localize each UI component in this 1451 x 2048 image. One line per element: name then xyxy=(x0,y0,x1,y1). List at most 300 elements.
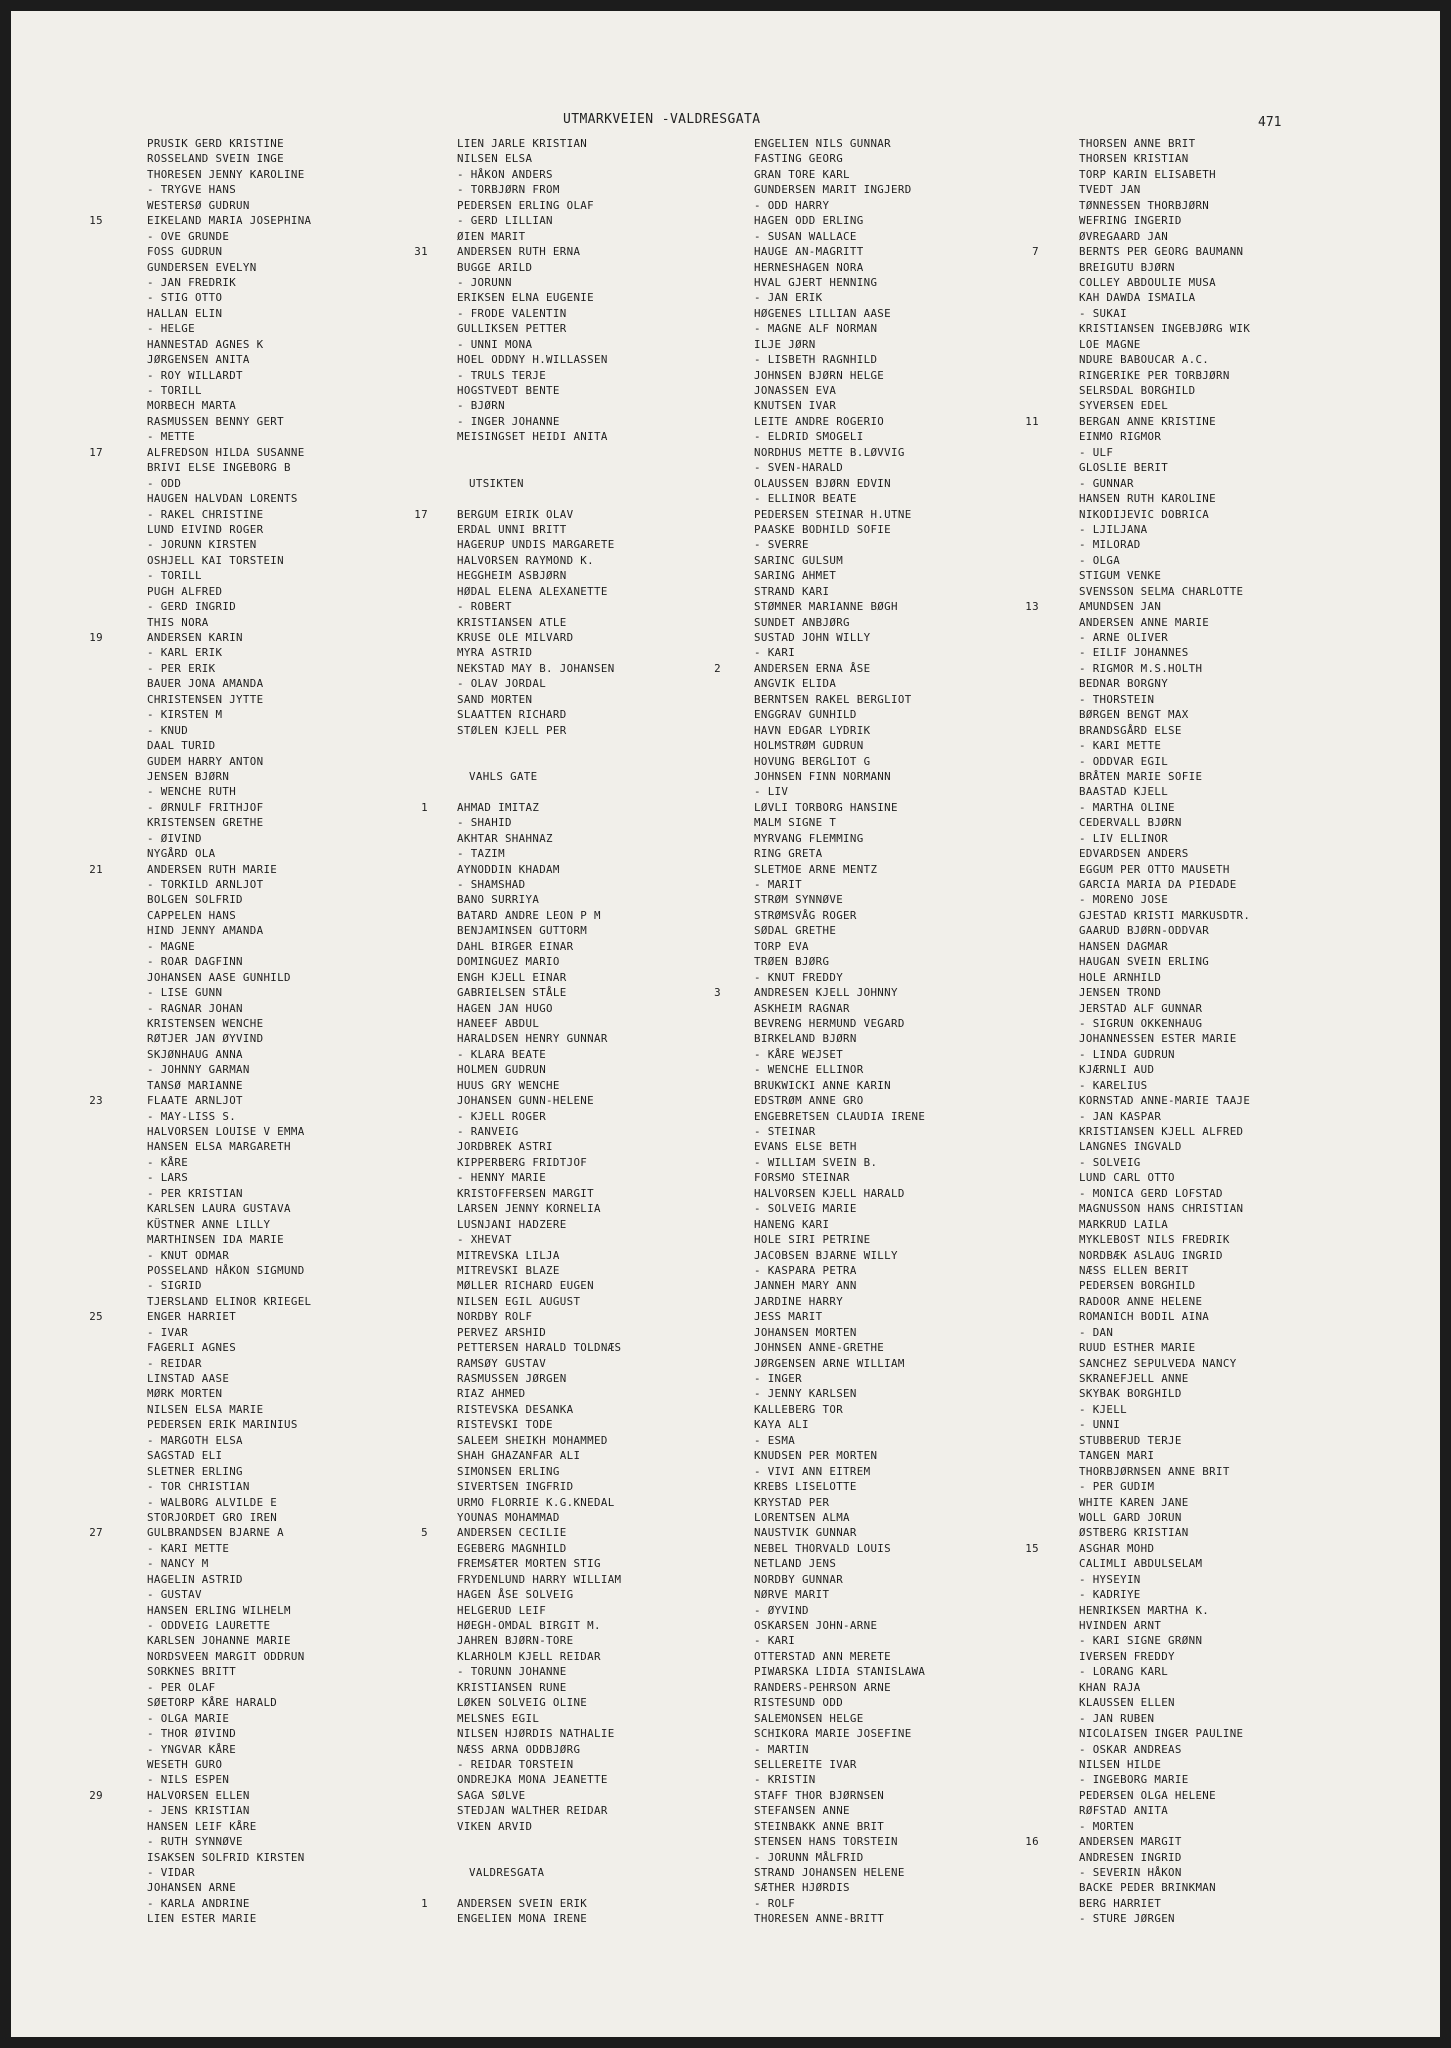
resident-entry xyxy=(707,985,1007,1000)
resident-name: HANSEN LEIF KÅRE xyxy=(147,1819,257,1833)
resident-name: GULBRANDSEN BJARNE A xyxy=(147,1526,285,1540)
resident-entry xyxy=(1021,1294,1321,1309)
resident-name: RØFSTAD ANITA xyxy=(1079,1804,1169,1818)
resident-entry xyxy=(402,306,702,321)
directory-column-1 xyxy=(69,136,369,1927)
resident-entry xyxy=(402,1896,702,1911)
resident-entry xyxy=(1021,1170,1321,1185)
resident-entry xyxy=(402,290,702,305)
resident-entry xyxy=(69,800,369,815)
resident-name: - JAN ERIK xyxy=(754,291,823,305)
resident-name: - GERD INGRID xyxy=(147,600,237,614)
resident-name: SÆTHER HJØRDIS xyxy=(754,1881,850,1895)
resident-entry xyxy=(1021,1495,1321,1510)
resident-name: SELRSDAL BORGHILD xyxy=(1079,384,1196,397)
resident-entry xyxy=(69,1309,369,1324)
resident-name: - JAN RUBEN xyxy=(1079,1711,1155,1725)
resident-entry xyxy=(1021,368,1321,383)
resident-name: KRISTIANSEN ATLE xyxy=(457,615,567,629)
resident-entry xyxy=(402,1417,702,1432)
house-number: 25 xyxy=(89,1310,103,1324)
resident-entry xyxy=(707,800,1007,815)
resident-name: - BJØRN xyxy=(457,399,505,413)
resident-entry xyxy=(1021,1603,1321,1618)
resident-entry xyxy=(1021,676,1321,691)
resident-entry xyxy=(1021,1248,1321,1263)
resident-entry xyxy=(69,1834,369,1849)
resident-entry xyxy=(1021,1278,1321,1293)
resident-entry xyxy=(402,522,702,537)
resident-entry xyxy=(69,707,369,722)
resident-name: BERNTSEN RAKEL BERGLIOT xyxy=(754,692,912,706)
resident-name: POSSELAND HÅKON SIGMUND xyxy=(147,1263,305,1277)
resident-entry xyxy=(402,229,702,244)
resident-name: SLAATTEN RICHARD xyxy=(457,708,567,722)
resident-entry xyxy=(707,1371,1007,1386)
resident-name: BENJAMINSEN GUTTORM xyxy=(457,924,588,938)
resident-entry xyxy=(69,198,369,213)
resident-entry xyxy=(402,1062,702,1077)
resident-entry xyxy=(707,1340,1007,1355)
resident-entry xyxy=(707,1263,1007,1278)
resident-name: BANO SURRIYA xyxy=(457,893,540,907)
resident-entry xyxy=(69,306,369,321)
resident-entry xyxy=(707,1587,1007,1602)
resident-name: - MORTEN xyxy=(1079,1819,1134,1833)
resident-name: GARCIA MARIA DA PIEDADE xyxy=(1079,878,1237,891)
resident-entry xyxy=(402,1649,702,1664)
resident-name: LØKEN SOLVEIG OLINE xyxy=(457,1696,588,1710)
resident-entry xyxy=(707,1155,1007,1170)
resident-name: - SEVERIN HÅKON xyxy=(1079,1866,1182,1879)
resident-entry xyxy=(1021,800,1321,815)
resident-name: - SIGRUN OKKENHAUG xyxy=(1079,1016,1203,1030)
resident-name: HANSEN DAGMAR xyxy=(1079,939,1169,953)
resident-entry xyxy=(402,1819,702,1834)
resident-entry xyxy=(1021,985,1321,1000)
resident-name: WESTERSØ GUDRUN xyxy=(147,198,250,212)
resident-entry xyxy=(402,1742,702,1757)
resident-entry xyxy=(1021,1232,1321,1247)
resident-name: - XHEVAT xyxy=(457,1233,512,1247)
resident-name: DOMINGUEZ MARIO xyxy=(457,955,560,969)
resident-entry xyxy=(1021,815,1321,830)
resident-name: NØRVE MARIT xyxy=(754,1588,830,1602)
resident-entry xyxy=(1021,1001,1321,1016)
resident-name: HOLE ARNHILD xyxy=(1079,970,1162,984)
resident-name: SIMONSEN ERLING xyxy=(457,1464,560,1478)
resident-name: - GERD LILLIAN xyxy=(457,214,553,228)
resident-name: HØDAL ELENA ALEXANETTE xyxy=(457,584,608,598)
resident-entry xyxy=(69,1278,369,1293)
street-name: VAHLS GATE xyxy=(469,769,538,783)
resident-name: MYRVANG FLEMMING xyxy=(754,831,864,845)
resident-name: EGEBERG MAGNHILD xyxy=(457,1541,567,1555)
resident-entry xyxy=(707,1742,1007,1757)
resident-entry xyxy=(707,738,1007,753)
resident-entry xyxy=(707,1248,1007,1263)
resident-entry xyxy=(69,908,369,923)
resident-entry xyxy=(402,1711,702,1726)
resident-entry xyxy=(1021,537,1321,552)
resident-name: EVANS ELSE BETH xyxy=(754,1140,857,1154)
blank-line xyxy=(402,754,702,769)
resident-name: THORBJØRNSEN ANNE BRIT xyxy=(1079,1464,1230,1478)
resident-entry xyxy=(402,1278,702,1293)
resident-entry xyxy=(707,1649,1007,1664)
resident-entry xyxy=(69,507,369,522)
resident-entry xyxy=(1021,522,1321,537)
resident-entry xyxy=(402,198,702,213)
resident-entry xyxy=(69,1880,369,1895)
resident-entry xyxy=(402,1309,702,1324)
resident-entry xyxy=(1021,1402,1321,1417)
resident-entry xyxy=(1021,1510,1321,1525)
resident-name: TORP EVA xyxy=(754,939,809,953)
resident-name: KARLSEN JOHANNE MARIE xyxy=(147,1634,291,1648)
resident-name: FORSMO STEINAR xyxy=(754,1171,850,1185)
resident-entry xyxy=(707,1186,1007,1201)
resident-name: STØMNER MARIANNE BØGH xyxy=(754,600,898,614)
resident-entry xyxy=(69,1479,369,1494)
resident-name: - SVEN-HARALD xyxy=(754,461,844,475)
resident-entry xyxy=(69,429,369,444)
resident-entry xyxy=(402,923,702,938)
resident-entry xyxy=(1021,1633,1321,1648)
resident-name: ØVREGAARD JAN xyxy=(1079,229,1169,243)
resident-entry xyxy=(1021,892,1321,907)
resident-entry xyxy=(1021,1587,1321,1602)
resident-entry xyxy=(402,676,702,691)
resident-entry xyxy=(707,754,1007,769)
resident-entry xyxy=(402,1525,702,1540)
resident-entry xyxy=(402,167,702,182)
resident-entry xyxy=(402,1263,702,1278)
resident-entry xyxy=(69,491,369,506)
resident-name: BACKE PEDER BRINKMAN xyxy=(1079,1881,1217,1895)
resident-name: - TORILL xyxy=(147,569,202,583)
resident-name: - KADRIYE xyxy=(1079,1588,1141,1602)
resident-entry xyxy=(402,368,702,383)
resident-name: ØSTBERG KRISTIAN xyxy=(1079,1526,1189,1540)
resident-name: - LINDA GUDRUN xyxy=(1079,1047,1175,1061)
resident-entry xyxy=(707,398,1007,413)
resident-entry xyxy=(402,213,702,228)
resident-name: - SHAMSHAD xyxy=(457,878,526,891)
resident-entry xyxy=(707,1217,1007,1232)
resident-entry xyxy=(402,1464,702,1479)
resident-entry xyxy=(69,182,369,197)
resident-entry xyxy=(69,1356,369,1371)
resident-name: ASKHEIM RAGNAR xyxy=(754,1001,850,1015)
resident-name: JENSEN TROND xyxy=(1079,986,1162,1000)
resident-name: FASTING GEORG xyxy=(754,152,844,166)
resident-entry xyxy=(69,939,369,954)
resident-entry xyxy=(1021,784,1321,799)
resident-name: - SUSAN WALLACE xyxy=(754,229,857,243)
resident-entry xyxy=(402,1371,702,1386)
resident-entry xyxy=(707,1294,1007,1309)
house-number: 17 xyxy=(89,445,103,459)
resident-name: - VIVI ANN EITREM xyxy=(754,1464,871,1478)
street-heading xyxy=(402,769,702,784)
resident-name: - RANVEIG xyxy=(457,1125,519,1138)
resident-entry xyxy=(402,1788,702,1803)
resident-entry xyxy=(1021,1788,1321,1803)
resident-entry xyxy=(707,414,1007,429)
resident-entry xyxy=(402,1047,702,1062)
house-number: 16 xyxy=(1025,1835,1039,1849)
resident-entry xyxy=(69,630,369,645)
resident-name: IVERSEN FREDDY xyxy=(1079,1649,1175,1663)
resident-name: RØTJER JAN ØYVIND xyxy=(147,1032,264,1046)
resident-name: LUSNJANI HADZERE xyxy=(457,1217,567,1231)
resident-entry xyxy=(402,1495,702,1510)
resident-name: HAUGE AN-MAGRITT xyxy=(754,245,864,259)
resident-name: HOVUNG BERGLIOT G xyxy=(754,754,871,768)
resident-name: - WALBORG ALVILDE E xyxy=(147,1495,278,1509)
resident-entry xyxy=(69,1371,369,1386)
resident-name: HARALDSEN HENRY GUNNAR xyxy=(457,1032,608,1046)
resident-name: - TRYGVE HANS xyxy=(147,183,237,197)
resident-name: LARSEN JENNY KORNELIA xyxy=(457,1202,601,1216)
resident-entry xyxy=(707,290,1007,305)
resident-name: CHRISTENSEN JYTTE xyxy=(147,692,264,706)
resident-name: KHAN RAJA xyxy=(1079,1680,1141,1694)
resident-name: NEBEL THORVALD LOUIS xyxy=(754,1541,892,1555)
resident-name: - STURE JØRGEN xyxy=(1079,1912,1175,1926)
house-number: 21 xyxy=(89,862,103,876)
resident-name: KAH DAWDA ISMAILA xyxy=(1079,291,1196,305)
resident-name: YOUNAS MOHAMMAD xyxy=(457,1510,560,1524)
resident-name: - LARS xyxy=(147,1171,189,1185)
resident-entry xyxy=(402,692,702,707)
resident-name: HALVORSEN KJELL HARALD xyxy=(754,1186,905,1200)
resident-entry xyxy=(1021,1911,1321,1926)
resident-entry xyxy=(707,306,1007,321)
resident-name: BATARD ANDRE LEON P M xyxy=(457,908,601,922)
resident-name: - JAN KASPAR xyxy=(1079,1109,1162,1123)
resident-entry xyxy=(1021,1031,1321,1046)
resident-entry xyxy=(1021,429,1321,444)
blank-line xyxy=(402,445,702,460)
resident-name: NYGÅRD OLA xyxy=(147,847,216,861)
street-heading xyxy=(402,1865,702,1880)
resident-entry xyxy=(1021,1263,1321,1278)
resident-entry xyxy=(1021,877,1321,892)
resident-name: SVENSSON SELMA CHARLOTTE xyxy=(1079,584,1244,598)
resident-entry xyxy=(69,337,369,352)
resident-name: LUND EIVIND ROGER xyxy=(147,522,264,536)
resident-entry xyxy=(707,1016,1007,1031)
resident-entry xyxy=(707,1788,1007,1803)
resident-name: ANDERSEN ERNA ÅSE xyxy=(754,661,871,675)
resident-entry xyxy=(69,1587,369,1602)
resident-entry xyxy=(707,692,1007,707)
resident-name: BRANDSGÅRD ELSE xyxy=(1079,723,1182,737)
resident-name: HANNESTAD AGNES K xyxy=(147,337,264,351)
resident-name: BAASTAD KJELL xyxy=(1079,785,1169,799)
resident-entry xyxy=(402,877,702,892)
resident-name: PEDERSEN STEINAR H.UTNE xyxy=(754,507,912,521)
resident-entry xyxy=(1021,1217,1321,1232)
resident-name: - OLAV JORDAL xyxy=(457,677,547,691)
resident-name: - KARI xyxy=(754,646,796,660)
resident-name: LOE MAGNE xyxy=(1079,337,1141,351)
resident-entry xyxy=(1021,1078,1321,1093)
resident-entry xyxy=(707,337,1007,352)
resident-entry xyxy=(707,645,1007,660)
resident-name: HAUGAN SVEIN ERLING xyxy=(1079,955,1210,969)
resident-entry xyxy=(69,1047,369,1062)
resident-name: STIGUM VENKE xyxy=(1079,569,1162,583)
house-number: 19 xyxy=(89,631,103,644)
resident-entry xyxy=(69,167,369,182)
resident-entry xyxy=(402,1603,702,1618)
resident-name: HØEGH-OMDAL BIRGIT M. xyxy=(457,1619,601,1632)
resident-name: AKHTAR SHAHNAZ xyxy=(457,831,553,845)
resident-entry xyxy=(707,1001,1007,1016)
resident-name: - STIG OTTO xyxy=(147,291,223,305)
resident-name: HAGELIN ASTRID xyxy=(147,1572,243,1586)
resident-name: PETTERSEN HARALD TOLDNÆS xyxy=(457,1341,622,1355)
resident-entry xyxy=(707,908,1007,923)
resident-name: MALM SIGNE T xyxy=(754,816,837,830)
resident-name: ANGVIK ELIDA xyxy=(754,677,837,691)
resident-entry xyxy=(707,1402,1007,1417)
resident-entry xyxy=(707,1541,1007,1556)
resident-name: SAND MORTEN xyxy=(457,692,533,706)
resident-name: MARTHINSEN IDA MARIE xyxy=(147,1233,285,1247)
directory-column-4 xyxy=(1021,136,1321,1927)
resident-entry xyxy=(402,599,702,614)
resident-name: - LORANG KARL xyxy=(1079,1665,1169,1679)
resident-name: HERNESHAGEN NORA xyxy=(754,260,864,274)
resident-name: - VIDAR xyxy=(147,1866,195,1879)
resident-entry xyxy=(707,1417,1007,1432)
resident-name: GLOSLIE BERIT xyxy=(1079,461,1169,475)
resident-name: ENGELIEN MONA IRENE xyxy=(457,1912,588,1926)
resident-name: BEVRENG HERMUND VEGARD xyxy=(754,1016,905,1030)
resident-entry xyxy=(1021,599,1321,614)
resident-entry xyxy=(707,723,1007,738)
resident-entry xyxy=(402,568,702,583)
resident-entry xyxy=(707,970,1007,985)
resident-entry xyxy=(69,275,369,290)
resident-name: KRYSTAD PER xyxy=(754,1495,830,1509)
resident-name: - GUSTAV xyxy=(147,1588,202,1602)
resident-name: OTTERSTAD ANN MERETE xyxy=(754,1649,892,1663)
resident-entry xyxy=(1021,723,1321,738)
resident-entry xyxy=(69,1093,369,1108)
resident-name: STENSEN HANS TORSTEIN xyxy=(754,1835,898,1849)
resident-name: LIEN JARLE KRISTIAN xyxy=(457,137,588,150)
resident-entry xyxy=(1021,1386,1321,1401)
resident-entry xyxy=(707,1433,1007,1448)
resident-name: NDURE BABOUCAR A.C. xyxy=(1079,353,1210,367)
resident-entry xyxy=(707,1479,1007,1494)
resident-entry xyxy=(1021,862,1321,877)
resident-name: HANENG KARI xyxy=(754,1217,830,1231)
blank-line xyxy=(402,491,702,506)
resident-entry xyxy=(69,553,369,568)
resident-entry xyxy=(69,1402,369,1417)
resident-entry xyxy=(69,645,369,660)
resident-entry xyxy=(69,970,369,985)
resident-entry xyxy=(402,1340,702,1355)
house-number: 13 xyxy=(1025,600,1039,614)
resident-name: BERGAN ANNE KRISTINE xyxy=(1079,414,1217,428)
resident-name: KORNSTAD ANNE-MARIE TAAJE xyxy=(1079,1094,1251,1108)
resident-name: HOEL ODDNY H.WILLASSEN xyxy=(457,353,608,367)
resident-entry xyxy=(402,1402,702,1417)
resident-entry xyxy=(1021,198,1321,213)
resident-entry xyxy=(402,939,702,954)
resident-name: - SOLVEIG xyxy=(1079,1155,1141,1169)
resident-name: JOHANSEN AASE GUNHILD xyxy=(147,970,291,984)
resident-name: ILJE JØRN xyxy=(754,337,816,351)
resident-entry xyxy=(69,599,369,614)
resident-name: - GUNNAR xyxy=(1079,476,1134,490)
resident-name: TVEDT JAN xyxy=(1079,183,1141,197)
resident-name: - KNUD xyxy=(147,723,189,737)
resident-entry xyxy=(69,1541,369,1556)
resident-entry xyxy=(707,136,1007,151)
house-number: 3 xyxy=(714,986,721,1000)
resident-name: ENGER HARRIET xyxy=(147,1310,237,1324)
resident-entry xyxy=(402,1325,702,1340)
resident-name: - HYSEYIN xyxy=(1079,1572,1141,1586)
resident-entry xyxy=(1021,1417,1321,1432)
resident-name: EGGUM PER OTTO MAUSETH xyxy=(1079,862,1230,876)
resident-name: - ODDVAR EGIL xyxy=(1079,754,1169,768)
resident-name: JOHANNESSEN ESTER MARIE xyxy=(1079,1032,1237,1046)
resident-name: - KNUT ODMAR xyxy=(147,1248,230,1262)
resident-entry xyxy=(402,1479,702,1494)
resident-name: ROMANICH BODIL AINA xyxy=(1079,1310,1210,1324)
resident-entry xyxy=(69,1819,369,1834)
resident-name: NILSEN ELSA xyxy=(457,152,533,166)
resident-name: ANDERSEN CECILIE xyxy=(457,1526,567,1540)
resident-name: - TORILL xyxy=(147,384,202,397)
resident-name: KLARHOLM KJELL REIDAR xyxy=(457,1649,601,1663)
resident-name: BOLGEN SOLFRID xyxy=(147,893,243,907)
resident-name: BEDNAR BORGNY xyxy=(1079,677,1169,691)
resident-entry xyxy=(707,537,1007,552)
resident-entry xyxy=(69,1155,369,1170)
resident-name: JERSTAD ALF GUNNAR xyxy=(1079,1001,1203,1015)
resident-name: - MORENO JOSE xyxy=(1079,893,1169,907)
resident-name: LIEN ESTER MARIE xyxy=(147,1912,257,1926)
resident-name: - ROLF xyxy=(754,1896,796,1910)
resident-entry xyxy=(1021,754,1321,769)
resident-name: - ESMA xyxy=(754,1433,796,1447)
resident-entry xyxy=(1021,507,1321,522)
resident-entry xyxy=(402,862,702,877)
resident-name: NORDHUS METTE B.LØVVIG xyxy=(754,445,905,459)
resident-name: STAFF THOR BJØRNSEN xyxy=(754,1788,885,1802)
resident-entry xyxy=(69,831,369,846)
resident-entry xyxy=(402,1124,702,1139)
resident-name: - HÅKON ANDERS xyxy=(457,167,553,181)
resident-entry xyxy=(69,1525,369,1540)
resident-entry xyxy=(1021,568,1321,583)
resident-entry xyxy=(69,352,369,367)
resident-entry xyxy=(707,1356,1007,1371)
resident-name: - JORUNN KIRSTEN xyxy=(147,538,257,552)
resident-name: ANDERSEN MARGIT xyxy=(1079,1835,1182,1849)
resident-name: NETLAND JENS xyxy=(754,1557,837,1571)
